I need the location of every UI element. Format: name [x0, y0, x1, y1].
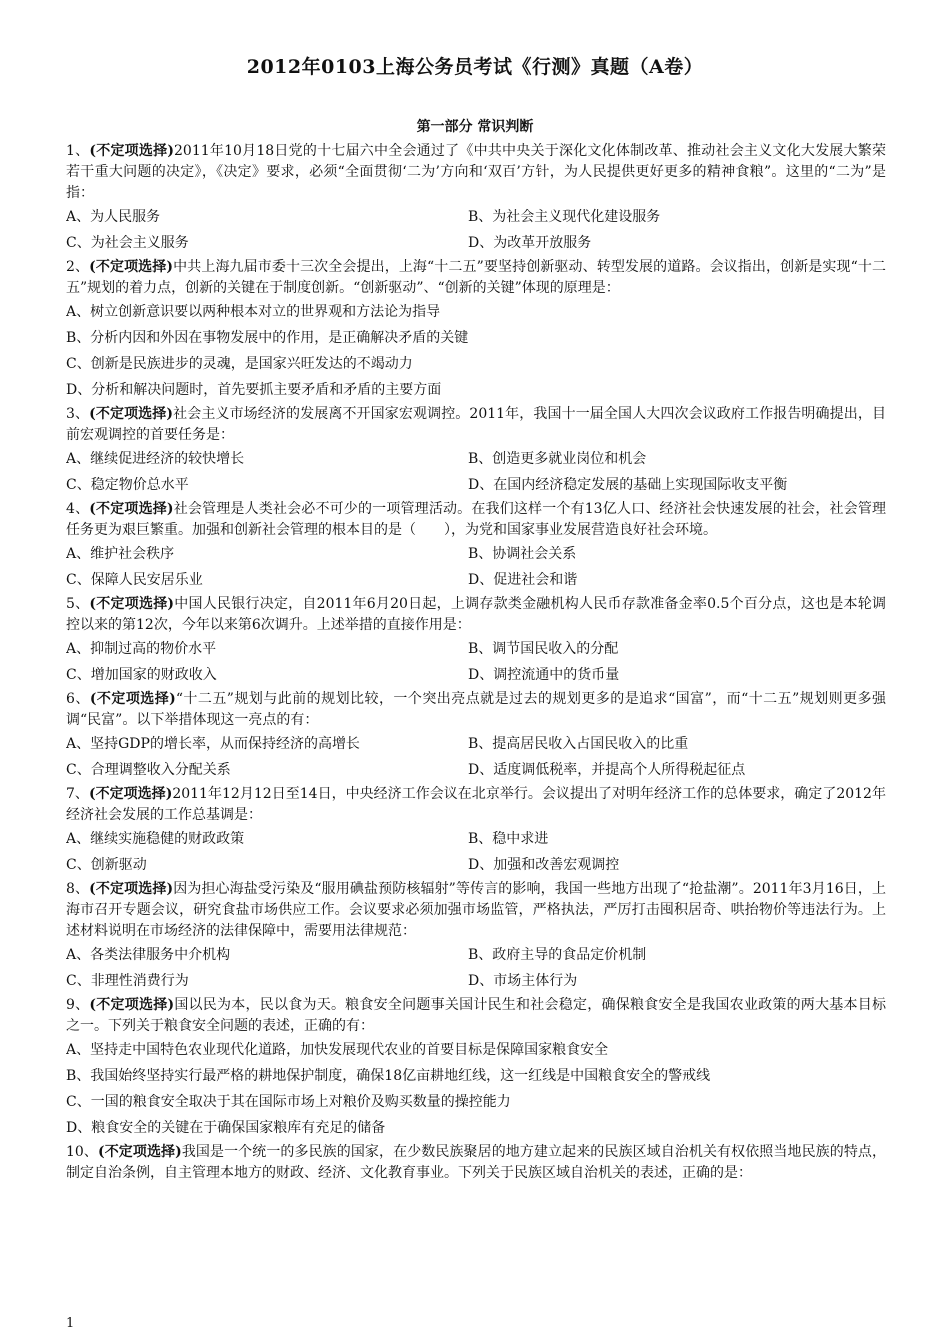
question-type-tag: (不定项选择)	[97, 1144, 182, 1160]
question-type-tag: (不定项选择)	[89, 143, 174, 159]
question-number: 9、	[66, 997, 90, 1013]
section-title: 第一部分 常识判断	[416, 119, 534, 135]
question-text: 中共上海九届市委十三次全会提出，上海“十二五”要坚持创新驱动、转型发展的道路。会议指出，创新是实现“十二五”规划的着力点，创新的关键在于制度创新。“创新驱动”、“创新的关键”体现的原理是：	[66, 259, 886, 296]
question-stem	[66, 784, 886, 826]
answer-option: A、抑制过高的物价水平	[66, 641, 217, 657]
answer-option: D、适度调低税率，并提高个人所得税起征点	[468, 762, 746, 778]
question-type-tag: (不定项选择)	[89, 501, 174, 517]
question-item-8	[66, 879, 886, 994]
answer-option: D、粮食安全的关键在于确保国家粮库有充足的储备	[66, 1120, 386, 1136]
answer-option: A、各类法律服务中介机构	[66, 947, 231, 963]
question-number: 7、	[66, 786, 89, 802]
answer-option: A、继续促进经济的较快增长	[66, 451, 245, 467]
option-list	[66, 299, 886, 403]
option-list	[66, 942, 886, 994]
question-text: 中国人民银行决定，自2011年6月20日起，上调存款类金融机构人民币存款准备金率0.5个百分点，这也是本轮调控以来的第12次，今年以来第6次调升。上述举措的直接作用是：	[66, 596, 886, 633]
answer-option: A、树立创新意识要以两种根本对立的世界观和方法论为指导	[66, 304, 441, 320]
answer-option: D、加强和改善宏观调控	[468, 857, 620, 873]
question-list	[66, 140, 886, 1184]
answer-option: A、为人民服务	[66, 209, 161, 225]
answer-option: D、分析和解决问题时，首先要抓主要矛盾和矛盾的主要方面	[66, 382, 442, 398]
document-title: 2012年0103上海公务员考试《行测》真题（A卷）	[246, 56, 704, 78]
answer-option: B、协调社会关系	[468, 546, 577, 562]
option-list	[66, 826, 886, 878]
option-list	[66, 541, 886, 593]
question-text: 国以民为本，民以食为天。粮食安全问题事关国计民生和社会稳定，确保粮食安全是我国农业政策的两大基本目标之一。下列关于粮食安全问题的表述，正确的有：	[66, 997, 886, 1034]
question-type-tag: (不定项选择)	[89, 997, 175, 1013]
answer-option: D、在国内经济稳定发展的基础上实现国际收支平衡	[468, 477, 788, 493]
answer-option: A、维护社会秩序	[66, 546, 175, 562]
question-item-2	[66, 257, 886, 403]
question-text: 因为担心海盐受污染及“服用碘盐预防核辐射”等传言的影响，我国一些地方出现了“抢盐潮”。2011年3月16日，上海市召开专题会议，研究食盐市场供应工作。会议要求必须加强市场监管，严格执法，严厉打击囤积居奇、哄抬物价等违法行为。上述材料说明在市场经济的法律保障中，需要用法律规范：	[66, 881, 886, 939]
question-item-7	[66, 784, 886, 878]
question-item-5	[66, 594, 886, 688]
answer-option: D、市场主体行为	[468, 973, 578, 989]
question-item-9	[66, 995, 886, 1141]
answer-option: D、促进社会和谐	[468, 572, 578, 588]
answer-option: D、为改革开放服务	[468, 235, 592, 251]
option-list	[66, 1037, 886, 1141]
answer-option: A、坚持GDP的增长率，从而保持经济的高增长	[66, 736, 360, 752]
question-type-tag: (不定项选择)	[89, 596, 175, 612]
question-item-4	[66, 499, 886, 593]
question-stem	[66, 141, 886, 204]
answer-option: C、创新驱动	[66, 857, 147, 873]
question-text: 我国是一个统一的多民族的国家，在少数民族聚居的地方建立起来的民族区域自治机关有权依照当地民族的特点，制定自治条例，自主管理本地方的财政、经济、文化教育事业。下列关于民族区域自治机关的表述，正确的是：	[66, 1144, 886, 1181]
option-list	[66, 446, 886, 498]
question-text: 2011年12月12日至14日，中央经济工作会议在北京举行。会议提出了对明年经济工作的总体要求，确定了2012年经济社会发展的工作总基调是：	[66, 786, 886, 823]
answer-option: C、非理性消费行为	[66, 973, 189, 989]
question-type-tag: (不定项选择)	[89, 406, 174, 422]
answer-option: D、调控流通中的货币量	[468, 667, 620, 683]
question-number: 8、	[66, 881, 90, 897]
question-stem	[66, 594, 886, 636]
question-number: 3、	[66, 406, 90, 422]
answer-option: C、保障人民安居乐业	[66, 572, 203, 588]
question-type-tag: (不定项选择)	[89, 881, 174, 897]
answer-option: C、一国的粮食安全取决于其在国际市场上对粮价及购买数量的操控能力	[66, 1094, 511, 1110]
answer-option: A、继续实施稳健的财政政策	[66, 831, 245, 847]
answer-option: C、增加国家的财政收入	[66, 667, 217, 683]
answer-option: C、稳定物价总水平	[66, 477, 189, 493]
question-type-tag: (不定项选择)	[89, 259, 174, 275]
question-item-6	[66, 689, 886, 783]
answer-option: B、创造更多就业岗位和机会	[468, 451, 647, 467]
answer-option: B、我国始终坚持实行最严格的耕地保护制度，确保18亿亩耕地红线，这一红线是中国粮食安全的警戒线	[66, 1068, 711, 1084]
question-text: 2011年10月18日党的十七届六中全会通过了《中共中央关于深化文化体制改革、推动社会主义文化大发展大繁荣若干重大问题的决定》，《决定》要求，必须“全面贯彻‘二为’方向和‘双百’方针，为人民提供更好更多的精神食粮”。这里的“二为”是指：	[66, 143, 886, 201]
answer-option: B、调节国民收入的分配	[468, 641, 619, 657]
question-text: 社会管理是人类社会必不可少的一项管理活动。在我们这样一个有13亿人口、经济社会快速发展的社会，社会管理任务更为艰巨繁重。加强和创新社会管理的根本目的是（ ），为党和国家事业发展营造良好社会环境。	[66, 501, 887, 538]
question-item-3	[66, 404, 886, 498]
question-number: 2、	[66, 259, 90, 275]
question-text: 社会主义市场经济的发展离不开国家宏观调控。2011年，我国十一届全国人大四次会议政府工作报告明确提出，目前宏观调控的首要任务是：	[66, 406, 886, 443]
question-number: 4、	[66, 501, 90, 517]
question-item-10	[66, 1142, 886, 1184]
question-stem	[66, 995, 886, 1037]
answer-option: B、稳中求进	[468, 831, 549, 847]
option-list	[66, 731, 886, 783]
answer-option: C、创新是民族进步的灵魂，是国家兴旺发达的不竭动力	[66, 356, 413, 372]
question-number: 1、	[66, 143, 90, 159]
answer-option: C、为社会主义服务	[66, 235, 189, 251]
question-stem	[66, 257, 886, 299]
answer-option: C、合理调整收入分配关系	[66, 762, 231, 778]
page-number: 1	[66, 1316, 75, 1331]
question-stem	[66, 499, 886, 541]
question-number: 5、	[66, 596, 90, 612]
question-number: 10、	[66, 1144, 98, 1160]
question-text: “十二五”规划与此前的规划比较，一个突出亮点就是过去的规划更多的是追求“国富”，而“十二五”规划则更多强调“民富”。以下举措体现这一亮点的有：	[66, 691, 886, 728]
answer-option: B、提高居民收入占国民收入的比重	[468, 736, 689, 752]
question-stem	[66, 879, 886, 942]
answer-option: B、为社会主义现代化建设服务	[468, 209, 661, 225]
answer-option: B、分析内因和外因在事物发展中的作用，是正确解决矛盾的关键	[66, 330, 469, 346]
question-item-1	[66, 141, 886, 256]
question-stem	[66, 1142, 886, 1184]
question-stem	[66, 404, 886, 446]
option-list	[66, 636, 886, 688]
option-list	[66, 204, 886, 256]
question-number: 6、	[66, 691, 90, 707]
question-stem	[66, 689, 886, 731]
answer-option: B、政府主导的食品定价机制	[468, 947, 647, 963]
question-type-tag: (不定项选择)	[89, 691, 176, 707]
answer-option: A、坚持走中国特色农业现代化道路，加快发展现代农业的首要目标是保障国家粮食安全	[66, 1042, 609, 1058]
question-type-tag: (不定项选择)	[88, 786, 173, 802]
